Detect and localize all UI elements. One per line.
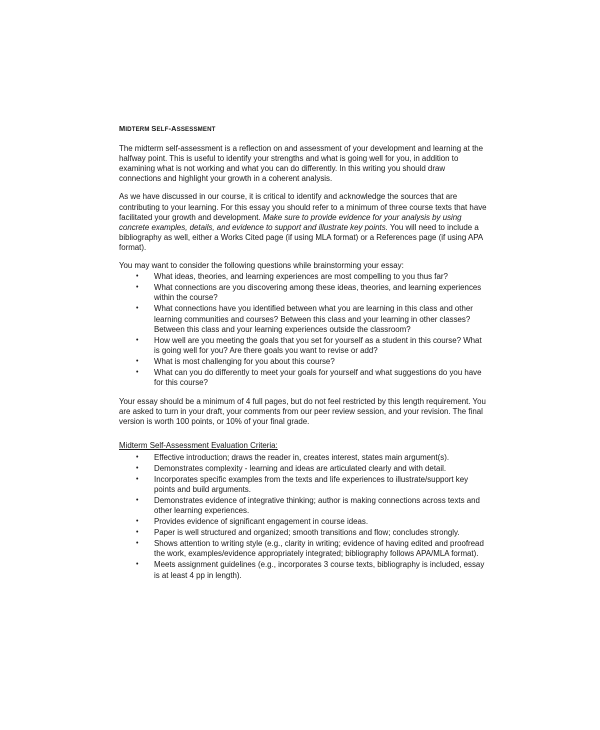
document-title: MIDTERM SELF-ASSESSMENT: [119, 124, 216, 133]
list-item: • Paper is well structured and organized; smooth transitions and flow; concludes strongly.: [136, 528, 460, 538]
bullet-icon: •: [136, 464, 139, 472]
list-item: • What can you do differently to meet your goals for yourself and what suggestions do you have for this course?: [136, 367, 482, 388]
bullet-icon: •: [136, 475, 139, 483]
list-item: • What connections are you discovering among these ideas, theories, and learning experiences within the course?: [136, 283, 482, 303]
criteria-heading: Midterm Self-Assessment Evaluation Criteria:: [119, 441, 278, 451]
list-item: • What ideas, theories, and learning experiences are most compelling to you thus far?: [136, 272, 448, 282]
bullet-icon: •: [136, 336, 139, 344]
list-item: • Shows attention to writing style (e.g., clarity in writing; evidence of having edited and proofread the work, examples/evidence appropriately integrated; bibliography follows APA/MLA format).: [136, 539, 484, 559]
bullet-icon: •: [136, 273, 139, 281]
bullet-icon: •: [136, 496, 139, 504]
list-item: • What is most challenging for you about this course?: [136, 356, 335, 366]
criteria-list: [119, 453, 489, 581]
list-item: • Meets assignment guidelines (e.g., incorporates 3 course texts, bibliography is included, essay is at least 4 pp in length).: [136, 560, 485, 580]
bullet-icon: •: [136, 561, 139, 569]
list-item: • Provides evidence of significant engagement in course ideas.: [136, 517, 369, 527]
list-item: • Demonstrates evidence of integrative thinking; author is making connections across texts and other learning experiences.: [136, 495, 480, 515]
bullet-icon: •: [136, 284, 139, 292]
bullet-icon: •: [136, 540, 139, 548]
list-item: • What connections have you identified between what you are learning in this class and other learning communities and courses? Between this class and your learning in other classes? Between this class and your learning experiences outside the classroom?: [136, 304, 473, 334]
bullet-icon: •: [136, 529, 139, 537]
bullet-icon: •: [136, 357, 139, 365]
list-item: • How well are you meeting the goals that you set for yourself as a student in this course? What is going well for you? Are there goals you want to revise or add?: [136, 335, 482, 355]
intro-paragraph: The midterm self-assessment is a reflection on and assessment of your development and learning at the halfway point. This is useful to identify your strengths and what is going well for you, in addition to examining what is not working and what you can do differently. In this writing you should draw connections and highlight your growth in a coherent analysis.: [119, 144, 484, 184]
length-paragraph: Your essay should be a minimum of 4 full pages, but do not feel restricted by this length requirement. You are asked to turn in your draft, your comments from our peer review session, and your revision. The final version is worth 100 points, or 10% of your final grade.: [119, 397, 486, 427]
questions-list: [119, 272, 489, 388]
sources-paragraph: As we have discussed in our course, it is critical to identify and acknowledge the sources that are contributing to your learning. For this essay you should refer to a minimum of three course texts that have facilitated your growth and development. Make sure to provide evidence for your analysis by using concrete examples, details, and evidence to support and illustrate key points. You will need to include a bibliography as well, either a Works Cited page (if using MLA format) or a References page (if using APA format).: [119, 192, 487, 252]
bullet-icon: •: [136, 518, 139, 526]
document-body: [119, 124, 489, 590]
list-item: • Incorporates specific examples from the texts and life experiences to illustrate/support key points and build arguments.: [136, 474, 469, 494]
bullet-icon: •: [136, 368, 139, 376]
list-item: • Effective introduction; draws the reader in, creates interest, states main argument(s).: [136, 452, 450, 462]
questions-intro: You may want to consider the following questions while brainstorming your essay:: [119, 261, 404, 271]
bullet-icon: •: [136, 453, 139, 461]
bullet-icon: •: [136, 305, 139, 313]
list-item: • Demonstrates complexity - learning and ideas are articulated clearly and with detail.: [136, 463, 447, 473]
